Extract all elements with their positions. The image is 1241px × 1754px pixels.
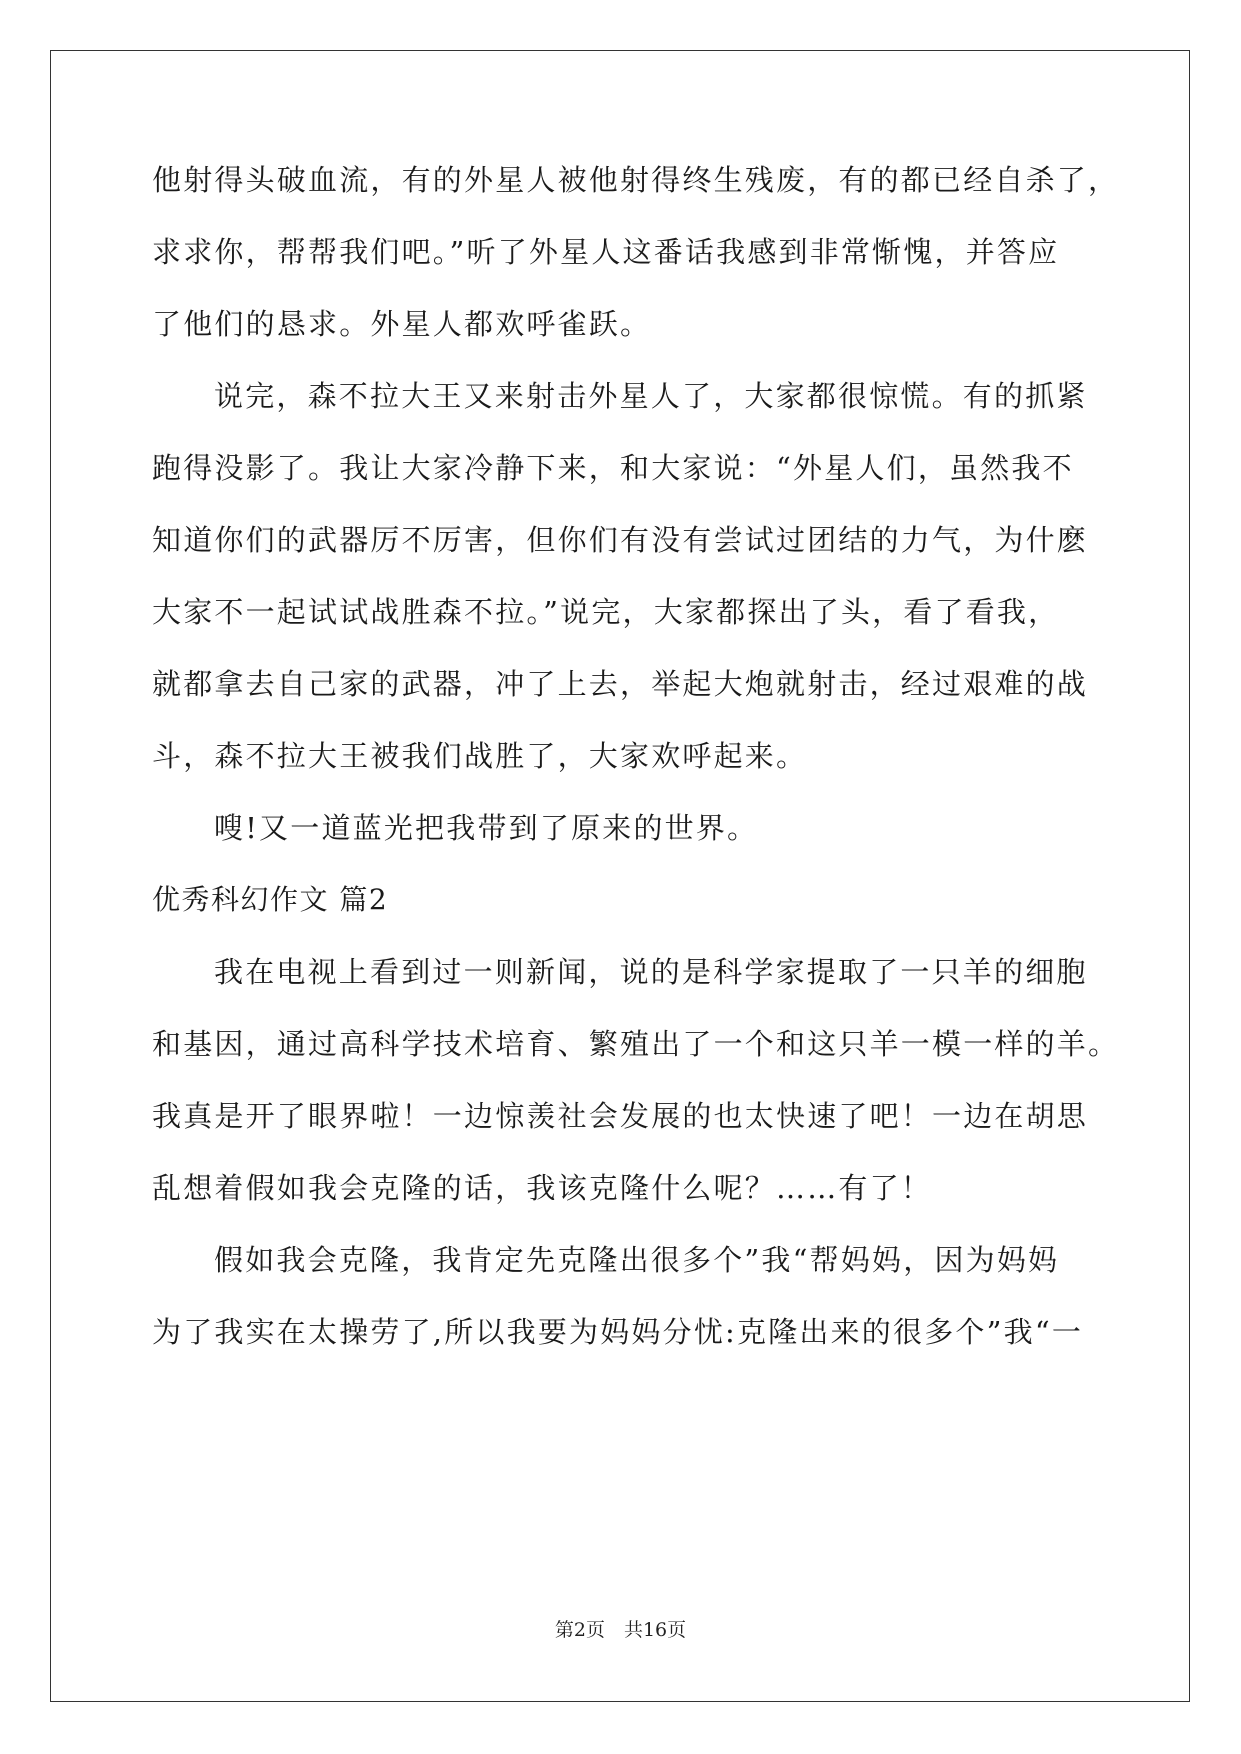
text-line: 了他们的恳求。外星人都欢呼雀跃。 — [152, 307, 652, 341]
text-line: 和基因，通过高科学技术培育、繁殖出了一个和这只羊一模一样的羊。 — [152, 1027, 1120, 1061]
text-line: 为了我实在太操劳了,所以我要为妈妈分忧:克隆出来的很多个”我“一 — [152, 1315, 1084, 1349]
text-line: 大家不一起试试战胜森不拉。”说完，大家都探出了头，看了看我， — [152, 595, 1060, 629]
text-line: 求求你，帮帮我们吧。”听了外星人这番话我感到非常惭愧，并答应 — [152, 235, 1060, 269]
text-line: 我真是开了眼界啦！一边惊羡社会发展的也太快速了吧！一边在胡思 — [152, 1099, 1089, 1133]
paragraph-start: 说完，森不拉大王又来射击外星人了，大家都很惊慌。有的抓紧 — [214, 379, 1088, 413]
text-line: 斗，森不拉大王被我们战胜了，大家欢呼起来。 — [152, 739, 808, 773]
text-line: 知道你们的武器厉不厉害，但你们有没有尝试过团结的力气，为什麽 — [152, 523, 1089, 557]
page-frame — [50, 50, 1190, 1702]
section-heading: 优秀科幻作文 篇2 — [152, 883, 389, 916]
paragraph-start: 嗖!又一道蓝光把我带到了原来的世界。 — [214, 811, 759, 845]
text-line: 跑得没影了。我让大家冷静下来，和大家说：“外星人们，虽然我不 — [152, 451, 1074, 485]
paragraph-start: 我在电视上看到过一则新闻，说的是科学家提取了一只羊的细胞 — [214, 955, 1088, 989]
paragraph-start: 假如我会克隆，我肯定先克隆出很多个”我“帮妈妈，因为妈妈 — [214, 1243, 1060, 1277]
page-number: 第2页 共16页 — [554, 1619, 687, 1641]
text-line: 乱想着假如我会克隆的话，我该克隆什么呢？……有了！ — [152, 1171, 933, 1205]
text-line: 他射得头破血流，有的外星人被他射得终生残废，有的都已经自杀了， — [152, 163, 1120, 197]
text-line: 就都拿去自己家的武器，冲了上去，举起大炮就射击，经过艰难的战 — [152, 667, 1089, 701]
